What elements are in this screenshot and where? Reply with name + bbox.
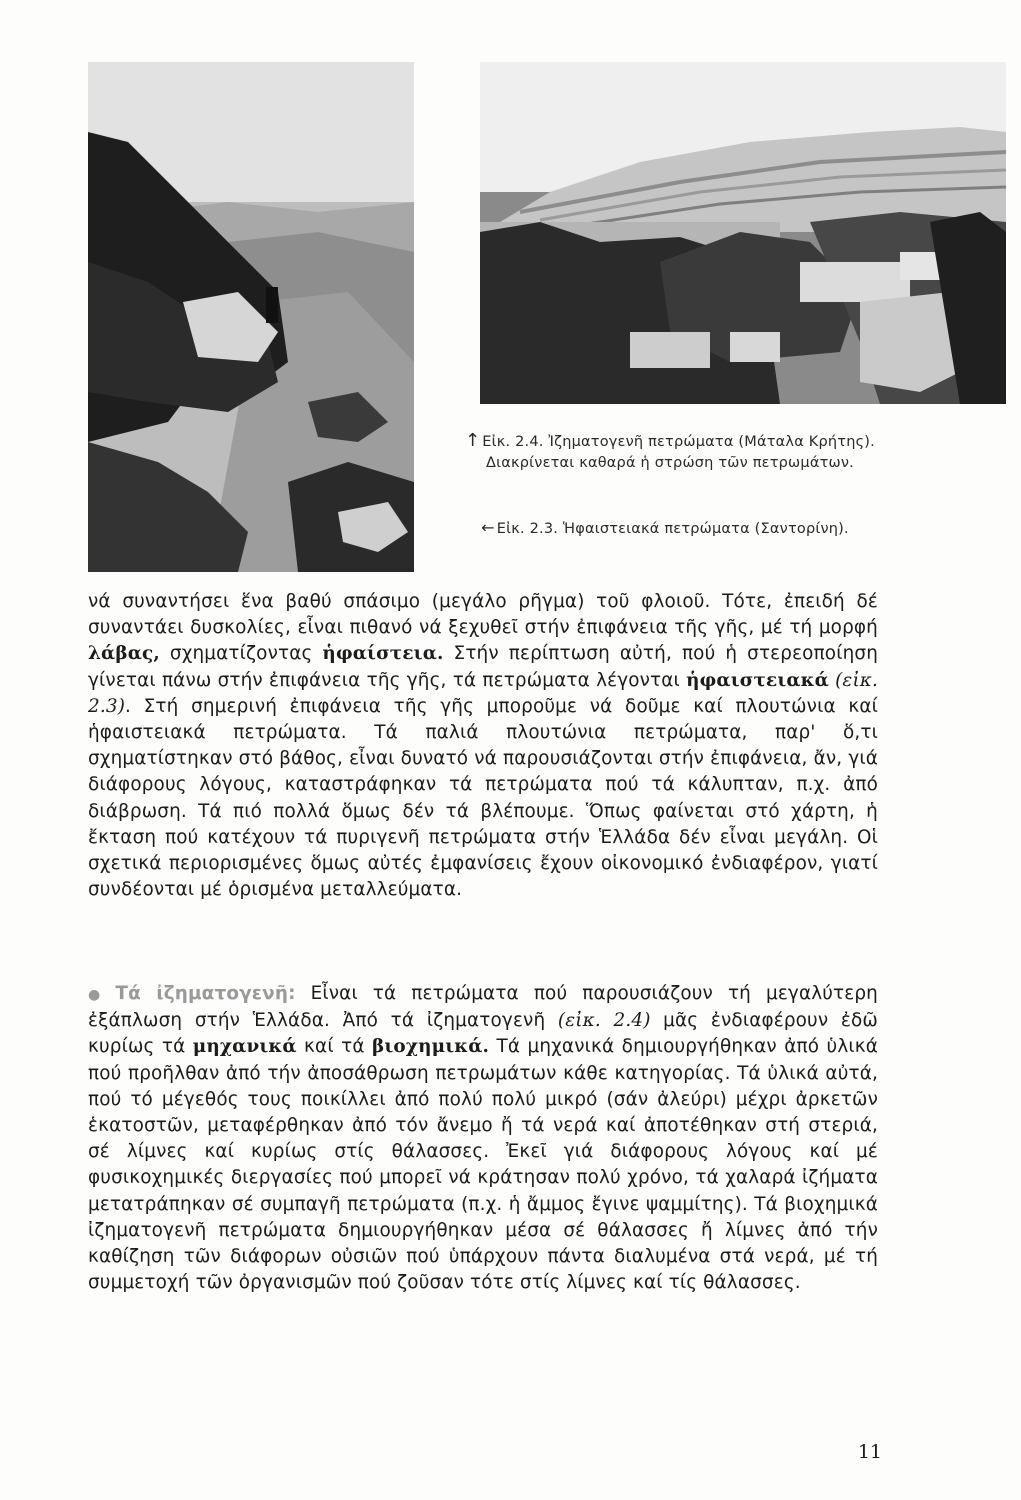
term-mechanical: μηχανικά	[192, 1036, 297, 1058]
text-run: . Στή σημερινή ἐπιφάνεια τῆς γῆς μποροῦμε νά δοῦμε καί πλουτώνια καί ἡφαιστειακά πετρώματα. Τά παλιά πλουτώνια πετρώματα, παρ' ὅ,τι σχηματίστηκαν στό βάθος, εἶναι δυνατό νά παρουσιάζονται στήν ἐπιφάνεια, ἄν, γιά διάφορους λόγους, καταστράφηκαν τά πετρώματα πού τά κάλυπταν, π.χ. ἀπό διάβρωση. Τά πιό πολλά ὅμως δέν τά βλέπουμε. Ὅπως φαίνεται στό χάρτη, ἡ ἔκταση πού κατέχουν τά πυριγενῆ πετρώματα στήν Ἑλλάδα δέν εἶναι μεγάλη. Οἱ σχετικά περιορισμένες ὅμως αὐτές ἐμφανίσεις ἔχουν οἰκονομικό ἐνδιαφέρον, γιατί συνδέονται μέ ὁρισμένα μεταλλεύματα.	[88, 695, 878, 901]
term-biochemical: βιοχημικά.	[372, 1036, 490, 1058]
figure-2-3-caption-text: Εἰκ. 2.3. Ἡφαιστειακά πετρώματα (Σαντορίνη).	[496, 521, 849, 537]
figure-reference: (εἰκ. 2.3)	[88, 669, 879, 717]
text-run: καί τά	[296, 1036, 372, 1058]
arrow-left-icon: ←	[481, 518, 495, 537]
text-run: μᾶς ἐνδιαφέρουν ἐδῶ κυρίως τά	[88, 1010, 878, 1058]
arrow-up-icon: ↑	[465, 430, 481, 451]
photo-sedimentary-rocks-matala	[480, 62, 1006, 404]
page-number: 11	[857, 1441, 882, 1463]
term-lava: λάβας,	[88, 643, 160, 665]
section-heading-sedimentary: Τά ἰζηματογενῆ:	[115, 983, 296, 1004]
text-run: Στήν περίπτωση αὐτή, πού ἡ στερεοποίηση γίνεται πάνω στήν ἐπιφάνεια τῆς γῆς, τά πετρώματα λέγονται	[88, 643, 878, 691]
bullet-icon: ●	[88, 987, 110, 1003]
body-paragraph-sedimentary	[88, 981, 878, 1296]
text-run: Εἶναι τά πετρώματα πού παρουσιάζουν τή μεγαλύτερη ἐξάπλωση στήν Ἑλλάδα. Ἀπό τά ἰζηματογενῆ	[88, 983, 878, 1032]
figure-reference: (εἰκ. 2.4)	[557, 1010, 651, 1032]
figure-2-3-caption	[440, 517, 890, 540]
photo-volcanic-rocks-santorini	[88, 62, 414, 572]
term-volcanic: ἡφαιστειακά	[686, 669, 829, 691]
text-run: σχηματίζοντας	[159, 643, 323, 665]
text-run: Τά μηχανικά δημιουργήθηκαν ἀπό ὑλικά πού προῆλθαν ἀπό τήν ἀποσάθρωση πετρωμάτων κάθε κατηγορίας. Τά ὑλικά αὐτά, πού τό μέγεθός τους ποικίλλει ἀπό πολύ πολύ μικρό (σάν ἀλεύρι) μέχρι ἀρκετῶν ἑκατοστῶν, μεταφέρθηκαν ἀπό τόν ἄνεμο ἤ τά νερά καί ἀποτέθηκαν στή στεριά, σέ λίμνες καί κυρίως στίς θάλασσες. Ἐκεῖ γιά διάφορους λόγους καί μέ φυσικοχημικές διεργασίες πού μπορεῖ νά κράτησαν πολύ χρόνο, τά χαλαρά ἰζήματα μετατράπηκαν σέ συμπαγῆ πετρώματα (π.χ. ἡ ἄμμος ἔγινε ψαμμίτης). Τά βιοχημικά ἰζηματογενῆ πετρώματα δημιουργήθηκαν μέσα σέ θάλασσες ἤ λίμνες ἀπό τήν καθίζηση τῶν διάφορων οὐσιῶν πού ὑπάρχουν πάντα διαλυμένα στά νερά, μέ τή συμμετοχή τῶν ὀργανισμῶν πού ζοῦσαν τότε στίς λίμνες καί τίς θάλασσες.	[88, 1036, 878, 1294]
figure-2-4-caption	[455, 432, 885, 474]
text-run: νά συναντήσει ἕνα βαθύ σπάσιμο (μεγάλο ρῆγμα) τοῦ φλοιοῦ. Τότε, ἐπειδή δέ συναντάει δυσκολίες, εἶναι πιθανό νά ξεχυθεῖ στήν ἐπιφάνεια τῆς γῆς, μέ τή μορφή	[88, 591, 878, 639]
body-paragraph-igneous	[88, 589, 878, 903]
term-volcanoes: ἡφαίστεια.	[322, 643, 444, 665]
figure-2-4-caption-text: Εἰκ. 2.4. Ἰζηματογενῆ πετρώματα (Μάταλα Κρήτης). Διακρίνεται καθαρά ἡ στρώση τῶν πετρωμάτων.	[482, 434, 875, 471]
